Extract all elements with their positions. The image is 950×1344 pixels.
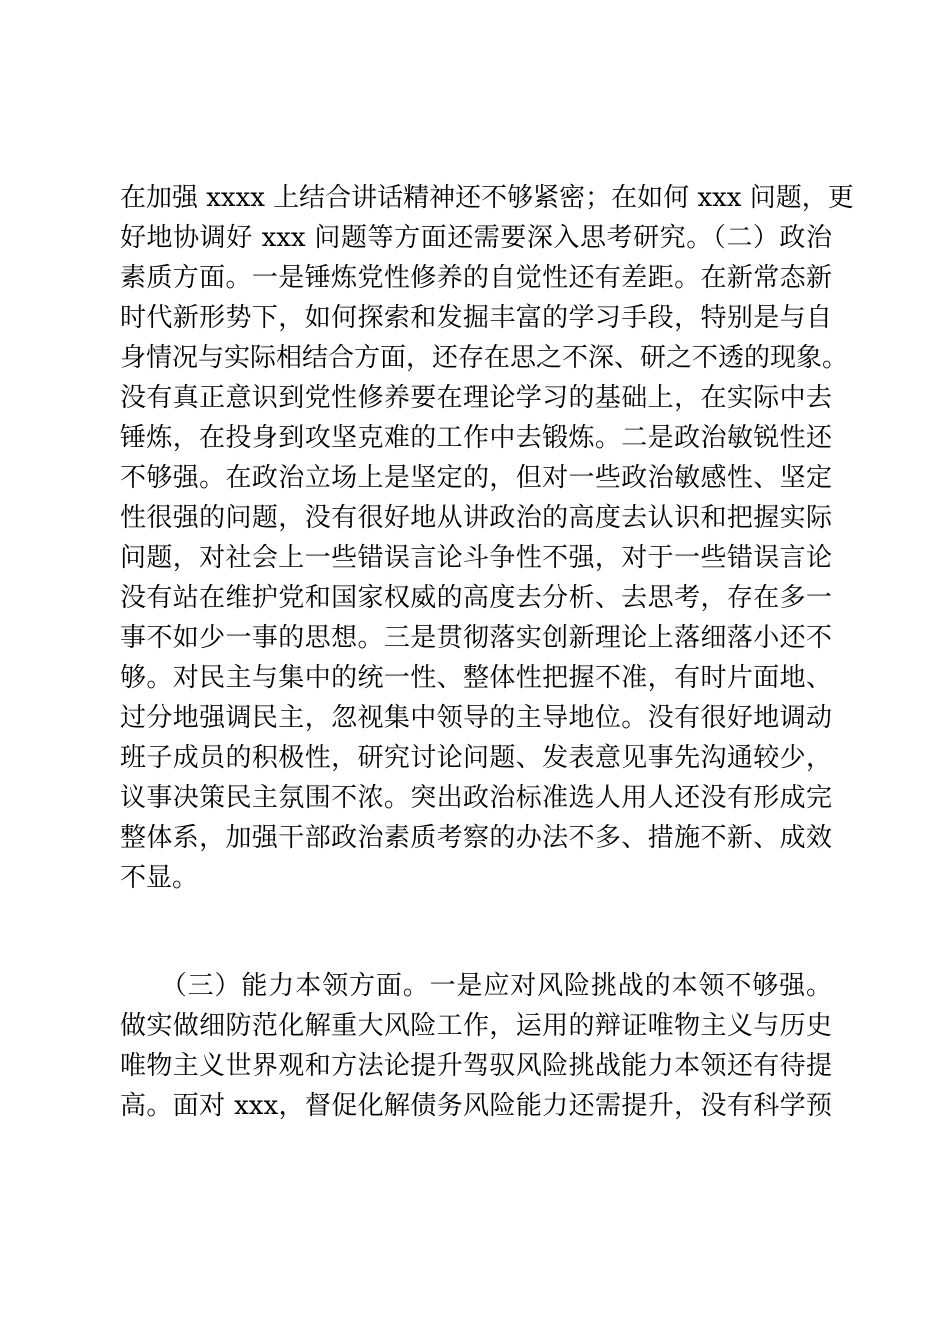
text-line: 议事决策民主氛围不浓。突出政治标准选人用人还没有形成完 (120, 783, 832, 813)
text-line: 好地协调好 xxx 问题等方面还需要深入思考研究。（二）政治 (120, 223, 832, 253)
text-line: 不够强。在政治立场上是坚定的，但对一些政治敏感性、坚定 (120, 463, 832, 493)
text-line: 做实做细防范化解重大风险工作，运用的辩证唯物主义与历史 (120, 1011, 832, 1041)
text-line: 整体系，加强干部政治素质考察的办法不多、措施不新、成效 (120, 823, 832, 853)
text-line: 素质方面。一是锤炼党性修养的自觉性还有差距。在新常态新 (120, 263, 832, 293)
text-line: 高。面对 xxx，督促化解债务风险能力还需提升，没有科学预 (120, 1091, 832, 1121)
text-line: 够。对民主与集中的统一性、整体性把握不准，有时片面地、 (120, 663, 832, 693)
text-line: 没有真正意识到党性修养要在理论学习的基础上，在实际中去 (120, 383, 832, 413)
text-line: 锤炼，在投身到攻坚克难的工作中去锻炼。二是政治敏锐性还 (120, 423, 832, 453)
text-line: 事不如少一事的思想。三是贯彻落实创新理论上落细落小还不 (120, 623, 832, 653)
text-line: 没有站在维护党和国家权威的高度去分析、去思考，存在多一 (120, 583, 832, 613)
text-line: 时代新形势下，如何探索和发掘丰富的学习手段，特别是与自 (120, 303, 832, 333)
text-line: 身情况与实际相结合方面，还存在思之不深、研之不透的现象。 (120, 343, 849, 373)
text-line: 性很强的问题，没有很好地从讲政治的高度去认识和把握实际 (120, 503, 832, 533)
text-line: 唯物主义世界观和方法论提升驾驭风险挑战能力本领还有待提 (120, 1051, 832, 1081)
text-line: 过分地强调民主，忽视集中领导的主导地位。没有很好地调动 (120, 703, 832, 733)
text-line: 不显。 (120, 863, 199, 893)
paragraph-1 (120, 178, 854, 898)
text-line: 在加强 xxxx 上结合讲话精神还不够紧密；在如何 xxx 问题，更 (120, 183, 854, 213)
paragraph-2 (120, 966, 832, 1126)
text-line: （三）能力本领方面。一是应对风险挑战的本领不够强。 (120, 971, 832, 1001)
text-line: 问题，对社会上一些错误言论斗争性不强，对于一些错误言论 (120, 543, 832, 573)
text-line: 班子成员的积极性，研究讨论问题、发表意见事先沟通较少， (120, 743, 832, 773)
